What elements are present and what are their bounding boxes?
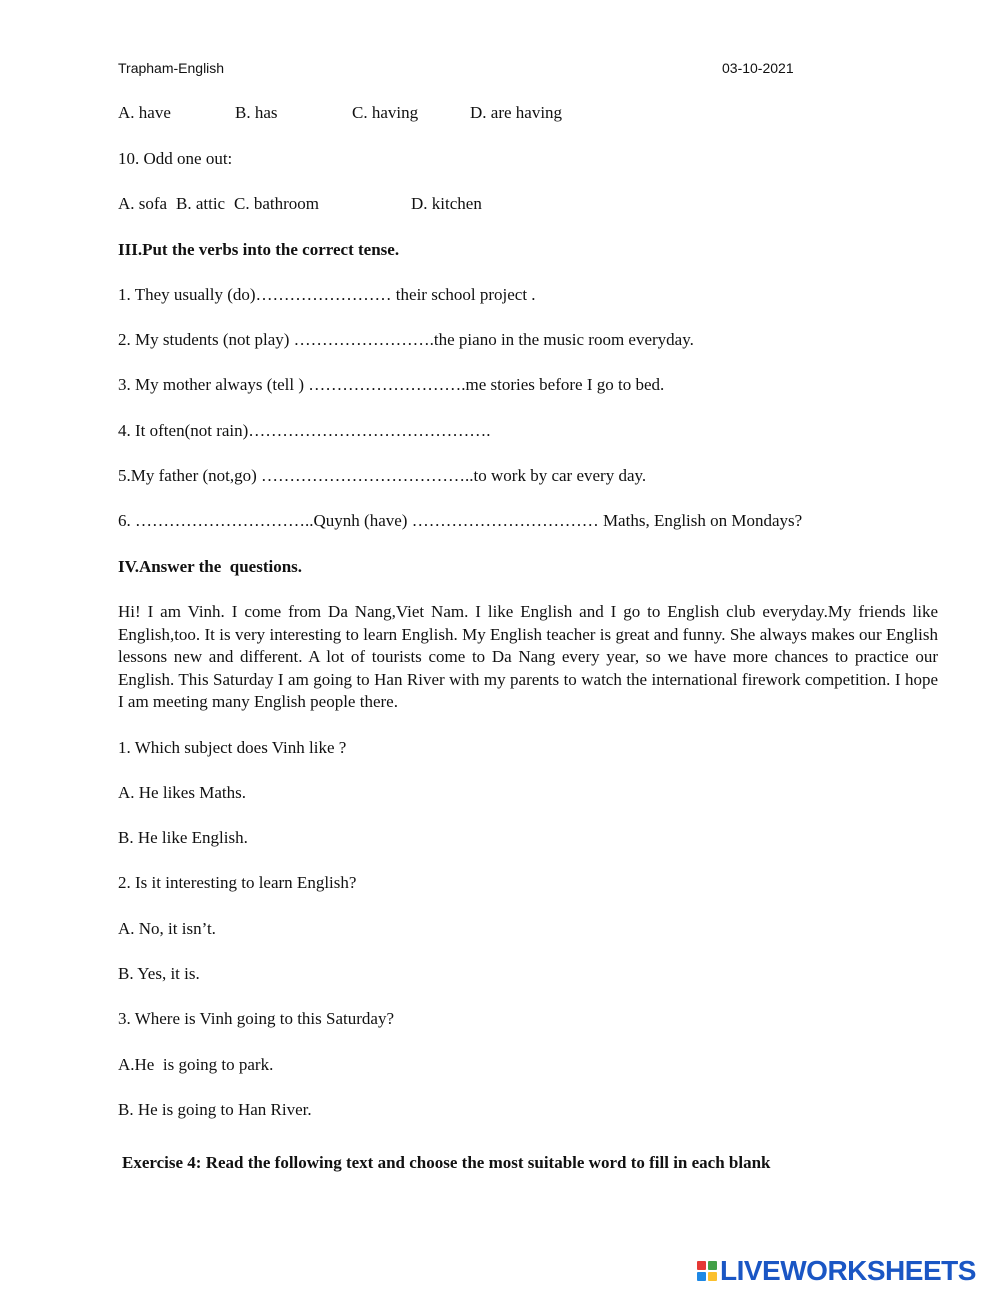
question-10: 10. Odd one out: <box>118 149 233 168</box>
logo-block <box>708 1272 717 1281</box>
section-3-title: III.Put the verbs into the correct tense. <box>118 240 400 259</box>
exercise-item: 1. They usually (do)…………………… their school project . <box>118 285 536 304</box>
exercise-item: 4. It often(not rain)……………………………………. <box>118 421 491 440</box>
option-b: B. attic <box>176 194 226 213</box>
liveworksheets-logo <box>697 1257 976 1285</box>
logo-block <box>708 1261 717 1270</box>
exercise-item: 2. My students (not play) …………………….the piano in the music room everyday. <box>118 330 694 349</box>
option-d: D. kitchen <box>411 194 482 213</box>
answer-line: A. No, it isn’t. <box>118 919 216 938</box>
exercise-item: 6. …………………………..Quynh (have) …………………………… Maths, English on Mondays? <box>118 511 803 530</box>
option-c: C. having <box>352 103 419 122</box>
question-line: 1. Which subject does Vinh like ? <box>118 738 347 757</box>
reading-passage: Hi! I am Vinh. I come from Da Nang,Viet Nam. I like English and I go to English club everyday.My friends like English,too. It is very interesting to learn English. My English teacher is great and funny. She always makes our English lessons new and different. A lot of tourists come to Da Nang every year, so we have more chances to practice our English. This Saturday I am going to Han River with my parents to watch the international firework competition. I hope I am meeting many English people there. <box>118 602 938 711</box>
logo-block <box>697 1272 706 1281</box>
question-line: 3. Where is Vinh going to this Saturday? <box>118 1009 394 1028</box>
option-c: C. bathroom <box>234 194 319 213</box>
section-4-title: IV.Answer the questions. <box>118 557 303 576</box>
answer-line: B. Yes, it is. <box>118 964 200 983</box>
exercise-item: 5.My father (not,go) ………………………………..to work by car every day. <box>118 466 647 485</box>
option-d: D. are having <box>470 103 563 122</box>
header-left: Trapham-English <box>118 60 225 76</box>
option-b: B. has <box>235 103 278 122</box>
answer-line: B. He like English. <box>118 828 248 847</box>
answer-line: A. He likes Maths. <box>118 783 246 802</box>
exercise-4-title: Exercise 4: Read the following text and choose the most suitable word to fill in each blank <box>122 1153 771 1172</box>
option-a: A. have <box>118 103 171 122</box>
logo-block <box>697 1261 706 1270</box>
exercise-item: 3. My mother always (tell ) ……………………….me stories before I go to bed. <box>118 375 665 394</box>
answer-line: B. He is going to Han River. <box>118 1100 312 1119</box>
header-date: 03-10-2021 <box>722 60 794 76</box>
logo-blocks-icon <box>697 1261 717 1281</box>
question-line: 2. Is it interesting to learn English? <box>118 873 357 892</box>
logo-text: LIVEWORKSHEETS <box>720 1255 976 1286</box>
option-a: A. sofa <box>118 194 168 213</box>
answer-line: A.He is going to park. <box>118 1055 274 1074</box>
